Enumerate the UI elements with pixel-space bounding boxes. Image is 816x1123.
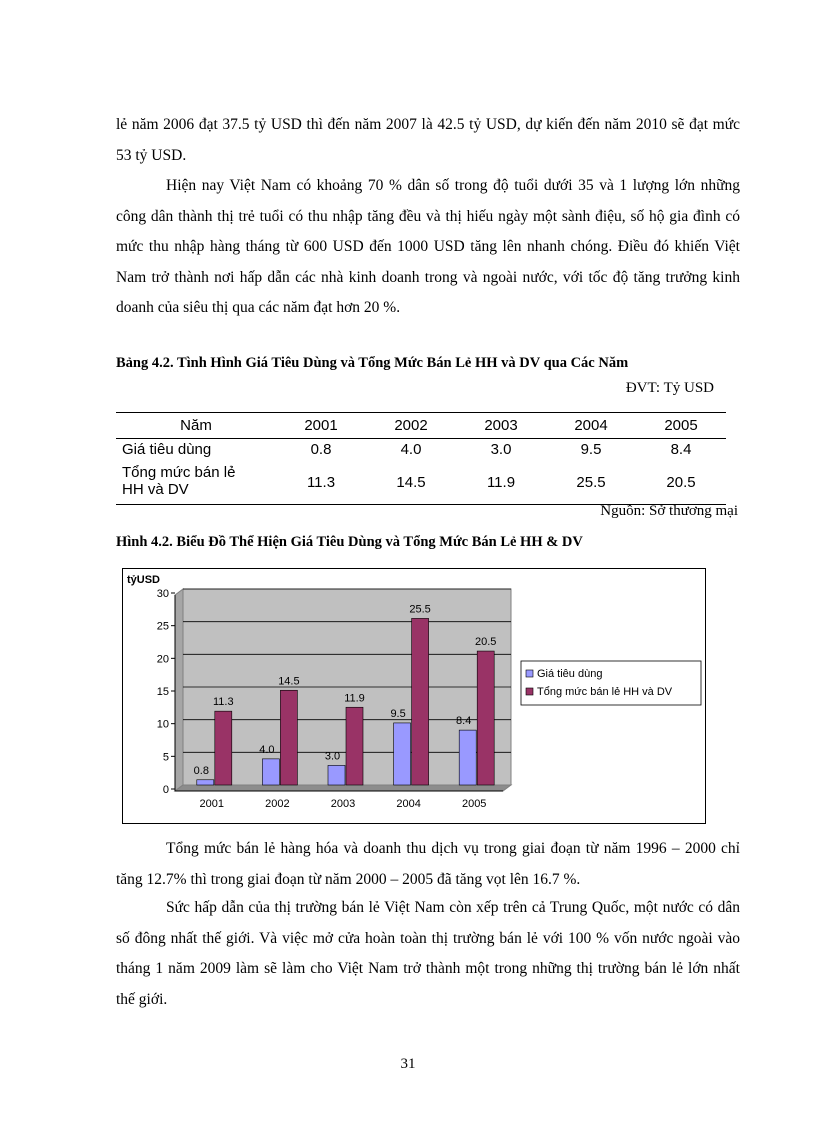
data-table: [116, 412, 726, 505]
header-cell: 2003: [456, 413, 546, 439]
row-label-line-2: HH và DV: [122, 481, 189, 498]
header-cell: 2001: [276, 413, 366, 439]
table-cell: 14.5: [366, 460, 456, 505]
header-cell: 2002: [366, 413, 456, 439]
y-tick-label: 25: [156, 620, 169, 633]
legend-label: Tổng mức bán lẻ HH và DV: [537, 686, 673, 698]
x-tick-label: 2002: [265, 798, 290, 810]
table-cell: 11.3: [276, 460, 366, 505]
data-label: 11.3: [213, 696, 234, 709]
row-label-line-1: Tổng mức bán lẻ: [122, 464, 236, 481]
data-label: 11.9: [344, 692, 365, 705]
data-label: 14.5: [278, 675, 300, 688]
page-number: 31: [400, 1056, 416, 1072]
table-cell: 20.5: [636, 460, 726, 505]
y-tick-label: 15: [156, 686, 169, 698]
table-cell: 9.5: [580, 441, 602, 458]
paragraph-1: lẻ năm 2006 đạt 37.5 tỷ USD thì đến năm 2007 là 42.5 tỷ USD, dự kiến đến năm 2010 sẽ đạt mức 53 tỷ USD.: [116, 116, 740, 164]
table-cell: 0.8: [310, 441, 332, 458]
table-cell: 4.0: [400, 441, 422, 458]
bar-gia-tieu-dung: [197, 780, 214, 785]
table-cell: 3.0: [490, 441, 512, 458]
row-label: [116, 460, 276, 505]
header-cell: 2004: [546, 413, 636, 439]
y-tick-label: 20: [156, 653, 169, 666]
plot-side-wall: [175, 589, 183, 791]
bar-gia-tieu-dung: [328, 765, 345, 785]
table-caption: Bảng 4.2. Tình Hình Giá Tiêu Dùng và Tổng Mức Bán Lẻ HH và DV qua Các Năm: [116, 355, 629, 371]
data-label: 0.8: [193, 764, 209, 777]
data-label: 25.5: [409, 603, 431, 616]
table-header-row: [116, 413, 726, 439]
y-tick-label: 0: [162, 784, 169, 796]
y-axis-label: tỷUSD: [127, 574, 161, 586]
paragraph-2: Hiện nay Việt Nam có khoảng 70 % dân số trong độ tuổi dưới 35 và 1 lượng lớn những công dân thành thị trẻ tuổi có thu nhập tăng đều và thị hiếu ngày một sành điệu, số hộ gia đình có mức thu nhập hàng tháng từ 600 USD đến 1000 USD tăng lên nhanh chóng. Điều đó khiến Việt Nam trở thành nơi hấp dẫn các nhà kinh doanh trong và ngoài nước, với tốc độ tăng trưởng kinh doanh của siêu thị qua các năm đạt hơn 20 %.: [116, 177, 740, 316]
chart-container: [122, 568, 706, 824]
table-row: [116, 460, 726, 505]
bar-tong-muc-ban-le: [412, 618, 429, 785]
x-tick-label: 2001: [199, 798, 225, 810]
y-tick-label: 5: [162, 751, 169, 764]
data-label: 20.5: [474, 636, 497, 649]
header-cell: Năm: [116, 413, 276, 439]
data-label: 4.0: [259, 743, 275, 756]
bar-chart: [123, 569, 705, 823]
table-unit: ĐVT: Tỷ USD: [625, 380, 714, 396]
bar-gia-tieu-dung: [262, 759, 279, 785]
table-row: [116, 439, 726, 461]
legend-swatch: [526, 670, 533, 677]
bar-gia-tieu-dung: [459, 730, 476, 785]
legend-label: Giá tiêu dùng: [537, 668, 603, 680]
figure-caption: Hình 4.2. Biểu Đồ Thể Hiện Giá Tiêu Dùng và Tổng Mức Bán Lẻ HH & DV: [116, 534, 583, 550]
bar-gia-tieu-dung: [394, 723, 411, 785]
bar-tong-muc-ban-le: [215, 711, 232, 785]
x-tick-label: 2005: [461, 798, 487, 810]
bar-tong-muc-ban-le: [346, 707, 363, 785]
table-cell: 25.5: [546, 460, 636, 505]
y-tick-label: 30: [156, 588, 169, 600]
x-tick-label: 2004: [396, 798, 421, 810]
bar-tong-muc-ban-le: [280, 690, 297, 785]
paragraph-3: Tổng mức bán lẻ hàng hóa và doanh thu dịch vụ trong giai đoạn từ năm 1996 – 2000 chỉ tăng 12.7% thì trong giai đoạn từ năm 2000 – 2005 đã tăng vọt lên 16.7 %.: [116, 840, 740, 888]
data-label: 3.0: [324, 750, 341, 763]
legend-swatch: [526, 688, 533, 695]
data-label: 9.5: [390, 707, 406, 720]
paragraph-4: Sức hấp dẫn của thị trường bán lẻ Việt Nam còn xếp trên cả Trung Quốc, một nước có dân số đông nhất thế giới. Và việc mở cửa hoàn toàn thị trường bán lẻ với 100 % vốn nước ngoài vào tháng 1 năm 2009 làm sẽ làm cho Việt Nam trở thành một trong những thị trường bán lẻ lớn nhất thế giới.: [116, 899, 740, 1008]
header-cell: 2005: [636, 413, 726, 439]
plot-floor: [175, 785, 511, 791]
table-cell: 8.4: [670, 441, 692, 458]
y-tick-label: 10: [156, 718, 169, 731]
data-label: 8.4: [456, 715, 472, 728]
bar-tong-muc-ban-le: [477, 651, 494, 785]
x-tick-label: 2003: [330, 798, 356, 810]
row-label: Giá tiêu dùng: [122, 441, 212, 458]
table-cell: 11.9: [456, 460, 546, 505]
table-source: Nguồn: Sở thương mại: [600, 503, 738, 519]
